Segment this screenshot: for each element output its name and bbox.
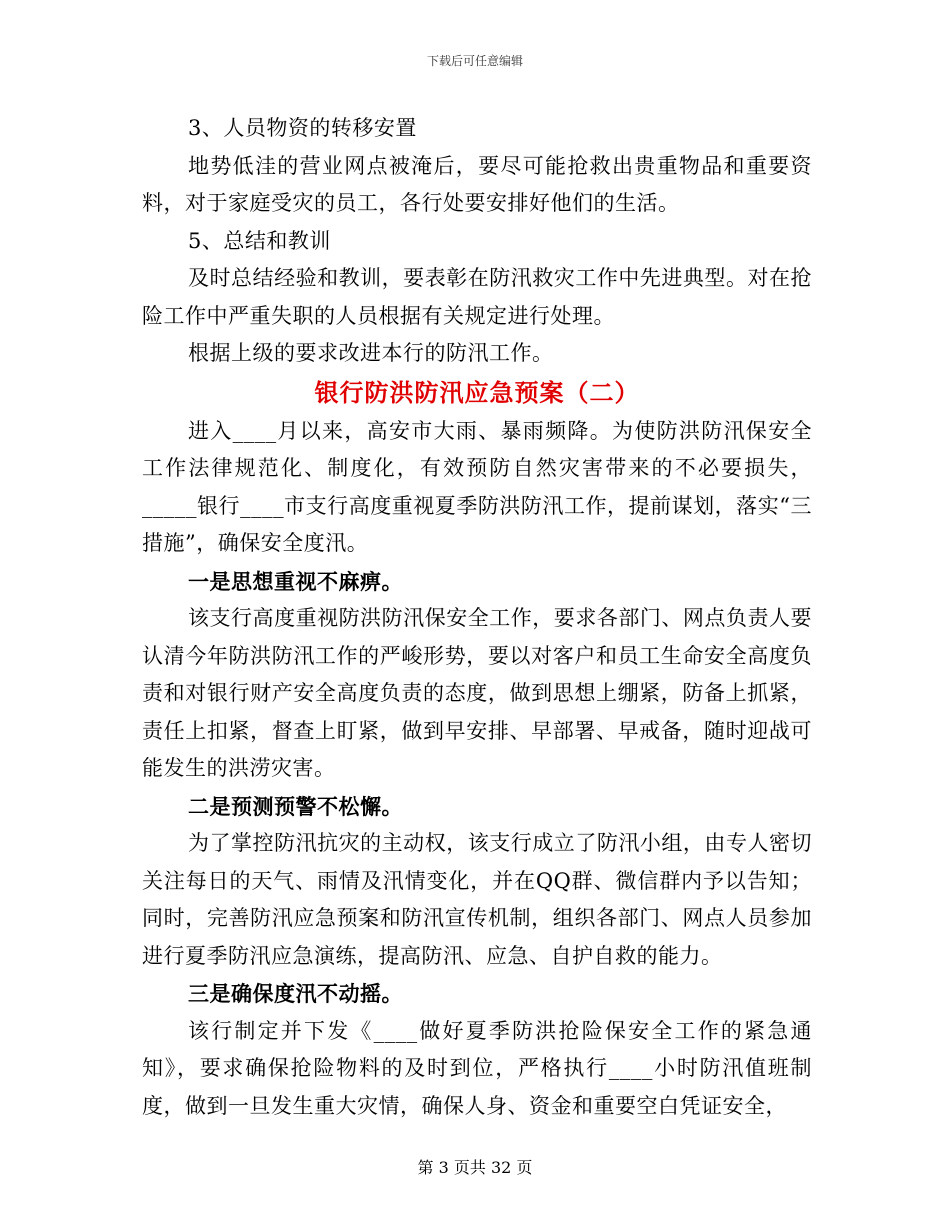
document-title: 银行防洪防汛应急预案（二） [314, 377, 640, 407]
section-3-paragraph: 地势低洼的营业网点被淹后，要尽可能抢救出贵重物品和重要资料，对于家庭受灾的员工，各行处要安排好他们的生活。 [142, 153, 812, 215]
page-header: 下载后可任意编辑 [426, 54, 523, 68]
point-2-paragraph: 为了掌控防汛抗灾的主动权，该支行成立了防汛小组，由专人密切关注每日的天气、雨情及汛情变化，并在QQ群、微信群内予以告知；同时，完善防汛应急预案和防汛宣传机制，组织各部门、网点人员参加进行夏季防汛应急演练，提高防汛、应急、自护自救的能力。 [142, 831, 812, 968]
point-1-paragraph: 该支行高度重视防洪防汛保安全工作，要求各部门、网点负责人要认清今年防洪防汛工作的严峻形势，要以对客户和员工生命安全高度负责和对银行财产安全高度负责的态度，做到思想上绷紧，防备上抓紧，责任上扣紧，督查上盯紧，做到早安排、早部署、早戒备，随时迎战可能发生的洪涝灾害。 [142, 606, 812, 780]
intro-paragraph: 进入____月以来，高安市大雨、暴雨频降。为使防洪防汛保安全工作法律规范化、制度化，有效预防自然灾害带来的不必要损失，_____银行____市支行高度重视夏季防洪防汛工作，提前谋划，落实“三措施”，确保安全度汛。 [142, 418, 812, 555]
section-5-heading: 5、总结和教训 [188, 228, 331, 253]
section-3-heading: 3、人员物资的转移安置 [188, 116, 417, 140]
point-2-heading: 二是预测预警不松懈。 [188, 793, 403, 819]
document-body [142, 110, 812, 1125]
point-1-heading: 一是思想重视不麻痹。 [188, 568, 403, 594]
section-5-paragraph-1: 及时总结经验和教训，要表彰在防汛救灾工作中先进典型。对在抢险工作中严重失职的人员根据有关规定进行处理。 [142, 266, 812, 328]
point-3-heading: 三是确保度汛不动摇。 [188, 981, 403, 1006]
section-5-paragraph-2: 根据上级的要求改进本行的防汛工作。 [188, 341, 554, 365]
point-3-paragraph: 该行制定并下发《____做好夏季防洪抢险保安全工作的紧急通知》，要求确保抢险物料的及时到位，严格执行____小时防汛值班制度，做到一旦发生重大灾情，确保人身、资金和重要空白凭证安全， [142, 1018, 812, 1118]
page-footer: 第 3 页共 32 页 [417, 1158, 533, 1177]
